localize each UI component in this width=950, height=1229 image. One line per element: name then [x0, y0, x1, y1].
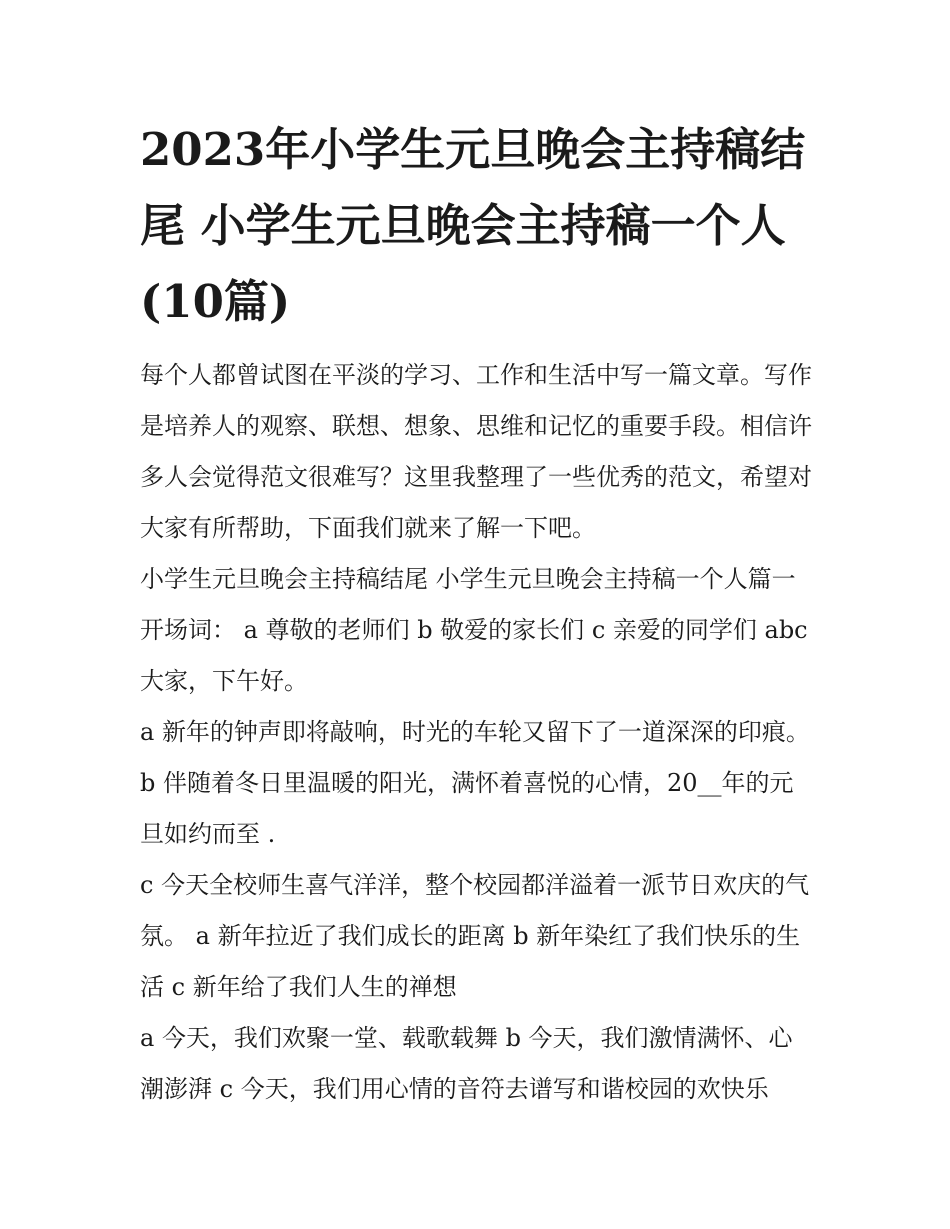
paragraph-opening: 小学生元旦晚会主持稿结尾 小学生元旦晚会主持稿一个人篇一 开场词： a 尊敬的老师们 b 敬爱的家长们 c 亲爱的同学们 abc 大家，下午好。: [140, 565, 808, 695]
document-title: 2023年小学生元旦晚会主持稿结尾 小学生元旦晚会主持稿一个人(10篇): [140, 123, 806, 328]
paragraph-campus-festive: c 今天全校师生喜气洋洋，整个校园都洋溢着一派节日欢庆的气氛。 a 新年拉近了我们成长的距离 b 新年染红了我们快乐的生活 c 新年给了我们人生的禅想: [140, 871, 810, 1001]
paragraph-gathering: a 今天，我们欢聚一堂、载歌载舞 b 今天，我们激情满怀、心潮澎湃 c 今天，我们用心情的音符去谱写和谐校园的欢快乐: [140, 1024, 793, 1103]
paragraph-new-year-bell: a 新年的钟声即将敲响，时光的车轮又留下了一道深深的印痕。 b 伴随着冬日里温暖的阳光，满怀着喜悦的心情，20__年的元旦如约而至 .: [140, 718, 810, 848]
document-page: [140, 112, 812, 1115]
paragraph-intro: 每个人都曾试图在平淡的学习、工作和生活中写一篇文章。写作是培养人的观察、联想、想象、思维和记忆的重要手段。相信许多人会觉得范文很难写？这里我整理了一些优秀的范文，希望对大家有所帮助，下面我们就来了解一下吧。: [140, 361, 812, 542]
